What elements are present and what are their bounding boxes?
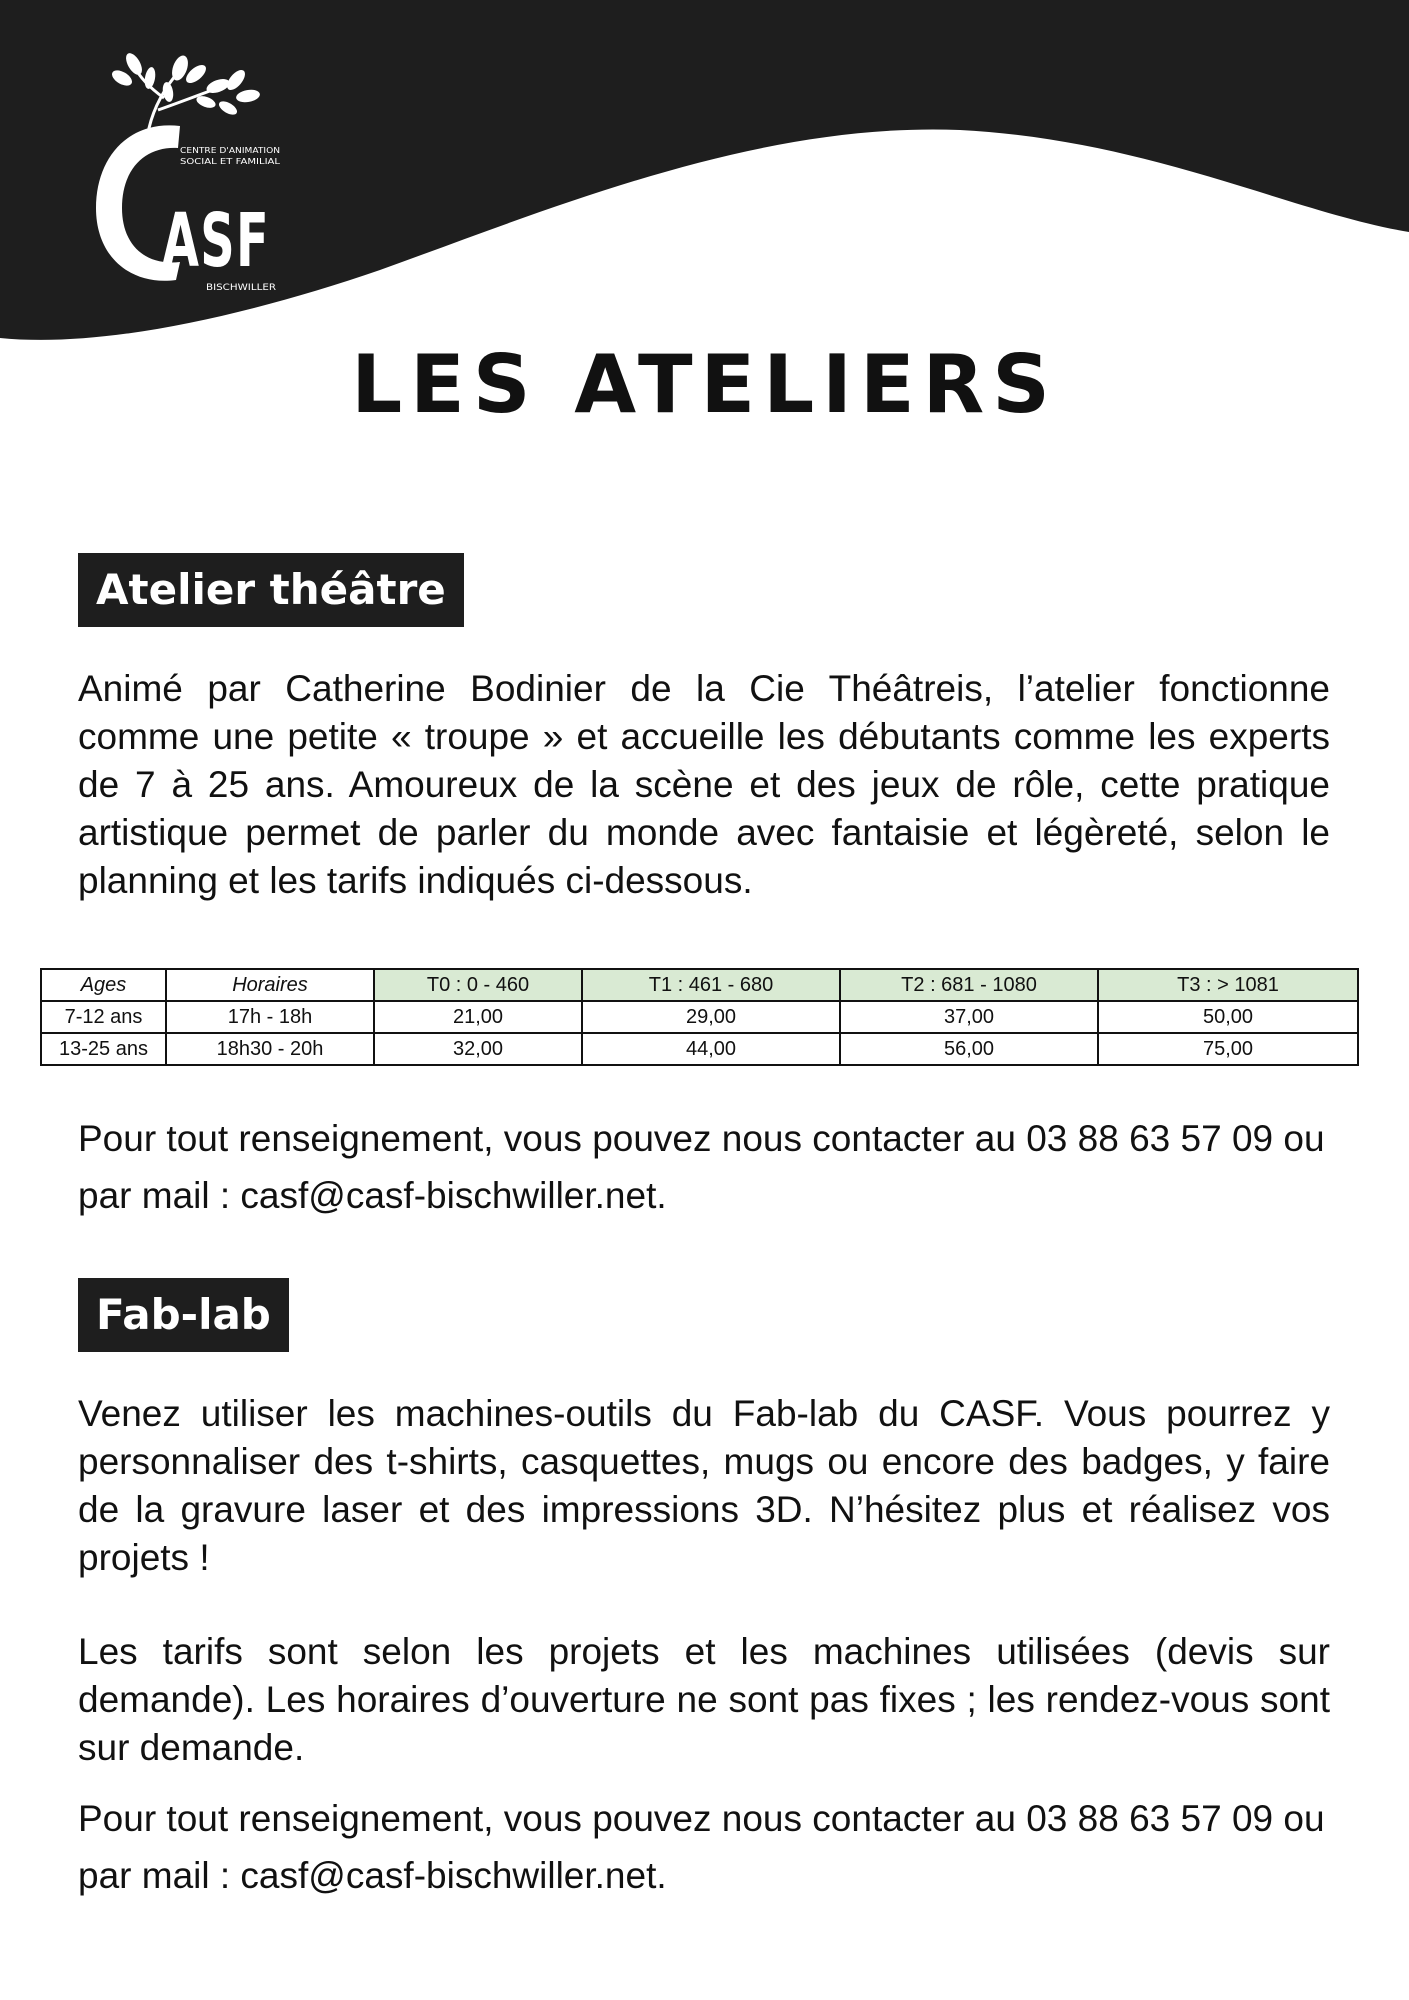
table-cell: 37,00 [840,1001,1098,1033]
theatre-tariff-table [40,968,1359,1066]
fablab-contact: Pour tout renseignement, vous pouvez nous contacter au 03 88 63 57 09 ou par mail : casf@casf-bischwiller.net. [78,1798,1325,1896]
page-title: LES ATELIERS [351,338,1058,431]
table-cell: 7-12 ans [41,1001,166,1033]
svg-text:CENTRE D'ANIMATION: CENTRE D'ANIMATION [180,146,281,155]
header-tier-t1: T1 : 461 - 680 [582,969,840,1001]
fablab-description: Venez utiliser les machines-outils du Fab-lab du CASF. Vous pourrez y personnaliser des t-shirts, casquettes, mugs ou encore des badges, y faire de la gravure laser et des impressions 3D. N’hésitez plus et réalisez vos projets ! [78,1393,1330,1578]
fablab-pricing: Les tarifs sont selon les projets et les machines utilisées (devis sur demande). Les horaires d’ouverture ne sont pas fixes ; les rendez-vous sont sur demande. [78,1631,1330,1768]
table-cell: 18h30 - 20h [166,1033,374,1065]
table-cell: 17h - 18h [166,1001,374,1033]
table-cell: 32,00 [374,1033,582,1065]
theatre-contact: Pour tout renseignement, vous pouvez nous contacter au 03 88 63 57 09 ou par mail : casf@casf-bischwiller.net. [78,1118,1325,1216]
svg-text:SOCIAL ET FAMILIAL: SOCIAL ET FAMILIAL [180,157,281,166]
table-header-row [41,969,1358,1001]
table-cell: 13-25 ans [41,1033,166,1065]
header-horaires: Horaires [166,969,374,1001]
svg-text:BISCHWILLER: BISCHWILLER [206,283,276,293]
table-cell: 44,00 [582,1033,840,1065]
header-tier-t2: T2 : 681 - 1080 [840,969,1098,1001]
table-cell: 56,00 [840,1033,1098,1065]
svg-text:ASF: ASF [162,198,270,284]
fablab-heading: Fab-lab [78,1278,289,1352]
table-row [41,1033,1358,1065]
header-tier-t0: T0 : 0 - 460 [374,969,582,1001]
table-cell: 29,00 [582,1001,840,1033]
table-cell: 21,00 [374,1001,582,1033]
theatre-heading: Atelier théâtre [78,553,464,627]
table-cell: 75,00 [1098,1033,1358,1065]
casf-logo [88,48,308,298]
header-ages: Ages [41,969,166,1001]
header-tier-t3: T3 : > 1081 [1098,969,1358,1001]
table-row [41,1001,1358,1033]
theatre-description: Animé par Catherine Bodinier de la Cie Théâtreis, l’atelier fonctionne comme une petite « troupe » et accueille les débutants comme les experts de 7 à 25 ans. Amoureux de la scène et des jeux de rôle, cette pratique artistique permet de parler du monde avec fantaisie et légèreté, selon le planning et les tarifs indiqués ci-dessous. [78,668,1330,901]
table-cell: 50,00 [1098,1001,1358,1033]
